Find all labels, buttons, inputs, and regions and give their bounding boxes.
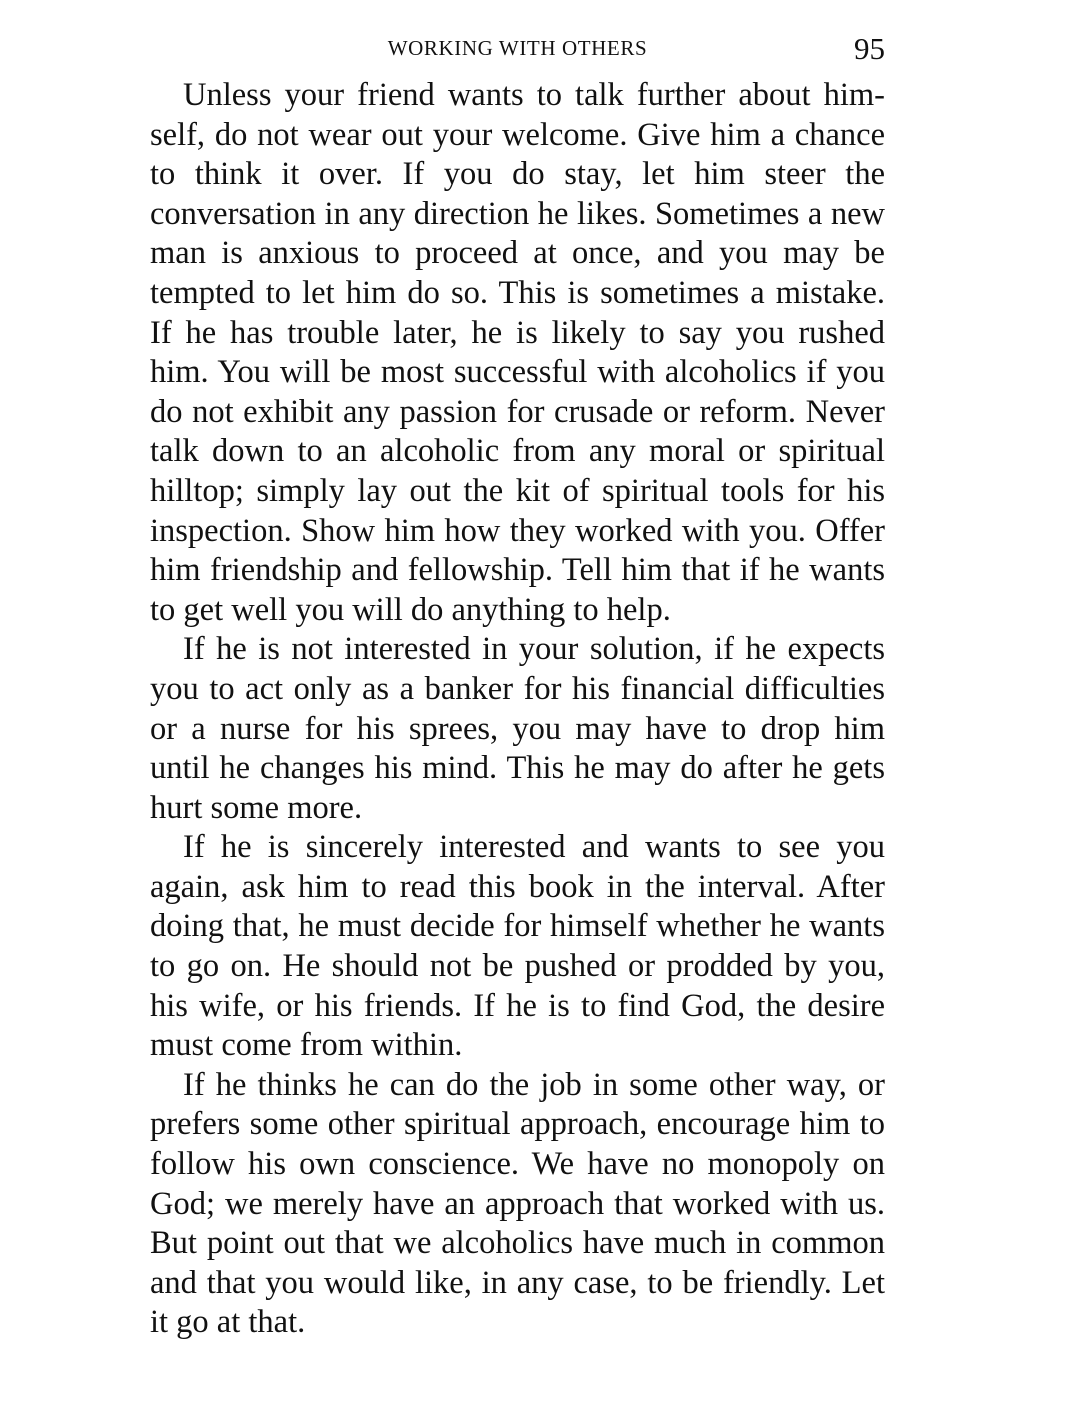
paragraph-3: If he is sincerely interested and wants to see you again, ask him to read this book in the interval. After doing that, he must decide for himself whether he wants to go on. He should not be pushed or prodded by you, his wife, or his friends. If he is to find God, the desire must come from within. (150, 829, 885, 1064)
book-page (150, 0, 885, 1424)
chapter-title: WORKING WITH OTHERS (387, 36, 648, 60)
paragraph-1: Unless your friend wants to talk further about himself, do not wear out your welcome. Give him a chance to think it over. If you do stay, let him steer the conversation in any direction he likes. Sometimes a new man is anxious to proceed at once, and you may be tempted to let him do so. This is sometimes a mistake. If he has trouble later, he is likely to say you rushed him. You will be most successful with alcoholics if you do not exhibit any passion for crusade or reform. Never talk down to an alcoholic from any moral or spiritual hilltop; simply lay out the kit of spiritual tools for his inspection. Show him how they worked with you. Offer him friendship and fellowship. Tell him that if he wants to get well you will do anything to help. (150, 77, 885, 628)
body-text (150, 76, 885, 1343)
paragraph-2: If he is not interested in your solution, if he expects you to act only as a banker for his financial difficulties or a nurse for his sprees, you may have to drop him until he changes his mind. This he may do after he gets hurt some more. (150, 631, 885, 826)
paragraph-4: If he thinks he can do the job in some other way, or prefers some other spiritual approach, encourage him to follow his own conscience. We have no monopoly on God; we merely have an approach that worked with us. But point out that we alcoholics have much in common and that you would like, in any case, to be friendly. Let it go at that. (150, 1066, 885, 1341)
page-number: 95 (854, 31, 885, 66)
running-head (150, 0, 885, 76)
